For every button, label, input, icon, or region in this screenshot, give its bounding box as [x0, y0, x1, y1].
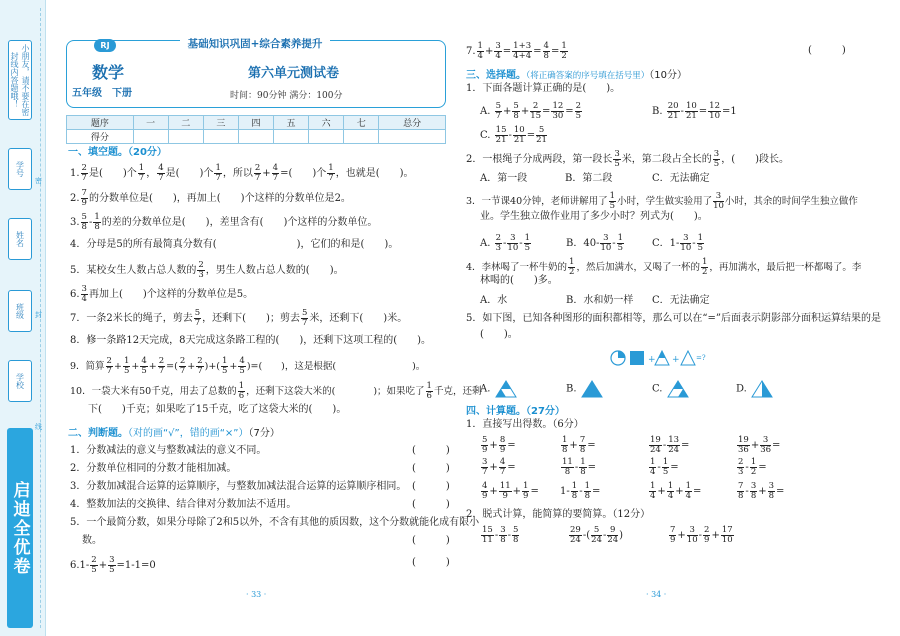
question-fill-1: 1. $\frac{2}{7}$ 是( )个 $\frac{1}{7}$ ， $\frac{4}{7}$ 是( )个 $\frac{1}{7}$ ，所以 $\frac{2}{7}$ + $\frac{4}{7}$ =( )个 $\frac{1}{7}$ ，也就是( )。	[70, 163, 414, 183]
field-class: 班级	[8, 290, 32, 332]
score-cell[interactable]	[309, 130, 344, 144]
score-cell[interactable]	[344, 130, 379, 144]
choice-5-option-c[interactable]: C.	[652, 380, 690, 398]
choice-3: 3．一节课40分钟，老师讲解用了 $\frac{1}{5}$ 小时，学生做实验用了 $\frac{3}{10}$ 小时，其余的时间学生独立做作	[466, 191, 858, 211]
fraction: $\frac{2}{3}$	[198, 260, 204, 280]
fraction: $\frac{5}{7}$	[495, 101, 502, 121]
fraction: $\frac{4}{7}$	[158, 163, 164, 183]
question-fill-7: 7．一条2米长的绳子，剪去 $\frac{5}{7}$ ，还剩下( )；剪去 $\frac{5}{7}$ 米，还剩下( )米。	[70, 308, 408, 328]
score-table-header	[67, 116, 446, 130]
calc-item: $\frac{5}{9}$ + $\frac{8}{9}$ =	[482, 435, 516, 455]
cell: 二	[168, 116, 203, 130]
fraction: $\frac{1}{2}$	[561, 41, 567, 61]
judge-2: 2．分数单位相同的分数才能相加减。	[70, 463, 237, 474]
fraction: $\frac{1}{8}$	[584, 481, 590, 501]
choice-4-option-c[interactable]: C．无法确定	[652, 295, 710, 306]
choice-5-cont: ( )。	[480, 329, 518, 340]
fraction: $\frac{29}{24}$	[570, 525, 581, 545]
fraction: $\frac{1}{5}$	[524, 233, 531, 253]
choice-5: 5．如下图，已知各种图形的面积都相等，那么可以在“=”后面表示阴影部分面积运算结果的是	[466, 313, 881, 324]
fraction: $\frac{5}{21}$	[536, 125, 547, 145]
judge-5-cont: 数。	[82, 535, 102, 546]
fraction: $\frac{3}{5}$	[713, 149, 720, 169]
judge-paren[interactable]: ( )	[412, 535, 450, 546]
judge-paren[interactable]: ( )	[412, 499, 450, 510]
triangle-shaded-d	[750, 380, 774, 398]
question-fill-4: 4．分母是5的所有最简真分数有( )，它们的和是( )。	[70, 239, 399, 250]
calc2-row	[480, 526, 820, 550]
fraction: $\frac{2}{7}$	[197, 356, 203, 376]
choice-2-option-a[interactable]: A．第一段	[480, 173, 528, 184]
svg-text:+: +	[648, 355, 656, 365]
fraction: $\frac{3}{8}$	[750, 481, 757, 501]
choice-1-option-b[interactable]: B. $\frac{20}{21}$ - $\frac{10}{21}$ = $\frac{12}{10}$ =1	[652, 101, 737, 121]
question-fill-5: 5．某校女生人数占总人数的 $\frac{2}{3}$ ，男生人数占总人数的( )。	[70, 260, 344, 280]
fraction: $\frac{1+3}{4+4}$	[513, 41, 532, 61]
fraction: $\frac{4}{5}$	[141, 356, 147, 376]
judge-5: 5．一个最简分数，如果分母除了2和5以外，不含有其他的质因数，这个分数就能化成有限小	[70, 517, 480, 528]
score-cell[interactable]	[203, 130, 238, 144]
fraction: $\frac{4}{9}$	[482, 481, 488, 501]
fraction: $\frac{1}{5}$	[617, 233, 624, 253]
calc-grid	[480, 436, 820, 506]
subject-title: 数学	[92, 63, 125, 82]
choice-5-option-a[interactable]: A.	[480, 380, 518, 398]
fraction: $\frac{5}{8}$	[513, 101, 519, 121]
choice-4-cont: 林喝的( )多。	[480, 275, 558, 286]
fraction: $\frac{12}{10}$	[709, 101, 720, 121]
fraction: $\frac{1}{2}$	[750, 457, 757, 477]
calc-item: $\frac{4}{9}$ + $\frac{11}{9}$ + $\frac{1}{9}$ =	[482, 481, 539, 501]
fraction: $\frac{1}{6}$	[238, 381, 245, 401]
judge-paren[interactable]: ( )	[808, 45, 846, 56]
question-fill-10: 10．一袋大米有50千克，用去了总数的 $\frac{1}{6}$ ，还剩下这袋大米的( )；如果吃了 $\frac{1}{6}$ 千克，还剩	[70, 381, 482, 401]
score-table-row	[67, 130, 446, 144]
fraction: $\frac{15}{11}$	[482, 525, 493, 545]
calc2-item: $\frac{15}{11}$ - $\frac{3}{8}$ - $\frac{5}{8}$	[482, 525, 519, 545]
cell: 题序	[67, 116, 134, 130]
fraction: $\frac{5}{8}$	[513, 525, 519, 545]
fraction: $\frac{1}{5}$	[697, 233, 704, 253]
fraction: $\frac{1}{8}$	[571, 481, 578, 501]
calc-item: $\frac{1}{8}$ + $\frac{7}{8}$ =	[562, 435, 596, 455]
calc-item: $\frac{3}{7}$ + $\frac{4}{7}$ =	[482, 457, 516, 477]
fraction: $\frac{1}{2}$	[569, 257, 575, 277]
score-cell[interactable]	[238, 130, 273, 144]
seal-mark: 线	[35, 423, 42, 431]
page-title: 第六单元测试卷	[248, 66, 340, 81]
fraction: $\frac{15}{21}$	[495, 125, 507, 145]
fraction: $\frac{5}{9}$	[482, 435, 488, 455]
score-cell[interactable]	[133, 130, 168, 144]
fraction: $\frac{7}{9}$	[670, 525, 676, 545]
section-fill: 一、填空题。（20分）	[68, 147, 167, 158]
fraction: $\frac{3}{8}$	[500, 525, 506, 545]
fraction: $\frac{2}{5}$	[91, 555, 97, 575]
fraction: $\frac{8}{9}$	[499, 435, 506, 455]
fraction: $\frac{3}{5}$	[109, 555, 115, 575]
fraction: $\frac{19}{36}$	[738, 435, 749, 455]
cell: 一	[133, 116, 168, 130]
field-name: 姓名	[8, 218, 32, 260]
cell: 得分	[67, 130, 134, 144]
section-judge: 二、判断题。（对的画“√”，错的画“×”）（7分）	[68, 428, 280, 439]
fraction: $\frac{19}{24}$	[650, 435, 661, 455]
fraction: $\frac{1}{8}$	[562, 435, 568, 455]
choice-4-option-a[interactable]: A．水	[480, 295, 508, 306]
fraction: $\frac{2}{15}$	[530, 101, 542, 121]
svg-text:=?: =?	[696, 354, 706, 362]
page-number-left: · 33 ·	[246, 590, 267, 599]
judge-paren[interactable]: ( )	[412, 445, 450, 456]
fraction: $\frac{17}{10}$	[721, 525, 733, 545]
fraction: $\frac{5}{8}$	[81, 212, 87, 232]
fraction: $\frac{1}{5}$	[609, 191, 616, 211]
edition-badge: RJ	[94, 39, 116, 52]
triangle-shaded-c	[666, 380, 690, 398]
fraction: $\frac{3}{10}$	[600, 233, 612, 253]
calc-item: $\frac{2}{3}$ - $\frac{1}{2}$ =	[738, 457, 767, 477]
calc-item: $\frac{1}{4}$ - $\frac{1}{5}$ =	[650, 457, 679, 477]
fraction: $\frac{1}{5}$	[222, 356, 228, 376]
choice-3-option-b[interactable]: B．40- $\frac{3}{10}$ - $\frac{1}{5}$	[566, 233, 624, 253]
score-cell[interactable]	[379, 130, 446, 144]
fraction: $\frac{1}{4}$	[650, 457, 656, 477]
choice-2-option-b[interactable]: B．第二段	[565, 173, 613, 184]
score-cell[interactable]	[274, 130, 309, 144]
notice-box: 小朋友，请不要在密封线内答题哦！	[8, 40, 32, 120]
fraction: $\frac{2}{7}$	[106, 356, 112, 376]
fraction: $\frac{5}{7}$	[194, 308, 201, 328]
fraction: $\frac{5}{24}$	[591, 525, 602, 545]
header-banner: 基础知识巩固+综合素养提升	[180, 36, 330, 50]
fraction: $\frac{4}{5}$	[239, 356, 245, 376]
fraction: $\frac{2}{7}$	[81, 163, 87, 183]
calc-item: $\frac{19}{24}$ - $\frac{13}{24}$ =	[650, 435, 690, 455]
judge-7: 7. $\frac{1}{4}$ + $\frac{3}{4}$ = $\frac{1+3}{4+4}$ = $\frac{4}{8}$ = $\frac{1}{2}$	[466, 41, 567, 61]
calc-item: $\frac{7}{8}$ - $\frac{3}{8}$ + $\frac{3}{8}$ =	[738, 481, 785, 501]
judge-3: 3．分数加减混合运算的运算顺序，与整数加减法混合运算的运算顺序相同。	[70, 481, 407, 492]
choice-4: 4．李林喝了一杯牛奶的 $\frac{1}{2}$ ，然后加满水，又喝了一杯的 $\frac{1}{2}$ ，再加满水，最后把一杯都喝了。李	[466, 257, 862, 277]
svg-text:+: +	[672, 355, 680, 365]
judge-4: 4．整数加法的交换律、结合律对分数加法不适用。	[70, 499, 297, 510]
choice-1-option-c[interactable]: C. $\frac{15}{21}$ - $\frac{10}{21}$ = $\frac{5}{21}$	[480, 125, 547, 145]
choice-2-option-c[interactable]: C．无法确定	[652, 173, 710, 184]
choice-4-option-b[interactable]: B．水和奶一样	[566, 295, 634, 306]
fraction: $\frac{1}{5}$	[662, 457, 669, 477]
fraction: $\frac{3}{7}$	[482, 457, 488, 477]
calc-item: $\frac{19}{36}$ + $\frac{3}{36}$ =	[738, 435, 781, 455]
brand-logo: 启迪全优卷	[7, 428, 33, 628]
fraction: $\frac{4}{7}$	[272, 163, 279, 183]
fraction: $\frac{3}{8}$	[768, 481, 775, 501]
calc-1: 1．直接写出得数。（6分）	[466, 419, 584, 430]
question-fill-8: 8．修一条路12天完成，8天完成这条路工程的( )，还剩下这项工程的( )。	[70, 335, 432, 346]
choice-1: 1．下面各题计算正确的是( )。	[466, 83, 621, 94]
calc2-item: $\frac{7}{9}$ + $\frac{3}{10}$ - $\frac{2}{9}$ + $\frac{17}{10}$	[670, 525, 733, 545]
fraction: $\frac{1}{6}$	[426, 381, 432, 401]
fraction: $\frac{5}{7}$	[301, 308, 308, 328]
fraction: $\frac{1}{7}$	[328, 163, 334, 183]
fraction: $\frac{1}{8}$	[94, 212, 100, 232]
cell: 四	[238, 116, 273, 130]
fraction: $\frac{2}{3}$	[738, 457, 744, 477]
choice-1-option-a[interactable]: A. $\frac{5}{7}$ + $\frac{5}{8}$ + $\frac{2}{15}$ = $\frac{12}{30}$ = $\frac{2}{5}$	[480, 101, 582, 121]
fraction: $\frac{7}{9}$	[81, 188, 87, 208]
cell: 总分	[379, 116, 446, 130]
choice-2: 2．一根绳子分成两段，第一段长 $\frac{3}{5}$ 米，第二段占全长的 $\frac{3}{5}$ ，( )段长。	[466, 149, 790, 169]
fraction: $\frac{2}{3}$	[495, 233, 502, 253]
calc2-item: $\frac{29}{24}$ -( $\frac{5}{24}$ - $\frac{9}{24}$ )	[570, 525, 624, 545]
judge-paren[interactable]: ( )	[412, 481, 450, 492]
field-school: 学校	[8, 360, 32, 402]
fraction: $\frac{3}{36}$	[760, 435, 772, 455]
question-fill-10-cont: 下( )千克；如果吃了15千克，吃了这袋大米的( )。	[88, 404, 347, 415]
cell: 三	[203, 116, 238, 130]
judge-paren[interactable]: ( )	[412, 557, 450, 568]
fraction: $\frac{1}{2}$	[701, 257, 708, 277]
fraction: $\frac{1}{7}$	[215, 163, 221, 183]
question-fill-6: 6. $\frac{3}{4}$ 再加上( )个这样的分数单位是5。	[70, 284, 254, 304]
cell: 七	[344, 116, 379, 130]
fraction: $\frac{1}{4}$	[685, 481, 692, 501]
choice-3-option-c[interactable]: C．1- $\frac{3}{10}$ - $\frac{1}{5}$	[652, 233, 704, 253]
fraction: $\frac{3}{10}$	[680, 233, 692, 253]
seal-mark: 封	[35, 311, 42, 319]
fraction: $\frac{4}{7}$	[499, 457, 506, 477]
question-fill-2: 2. $\frac{7}{9}$ 的分数单位是( )，再加上( )个这样的分数单位是2。	[70, 188, 351, 208]
fraction: $\frac{4}{8}$	[543, 41, 549, 61]
grade-label: 五年级 下册	[72, 88, 132, 99]
fraction: $\frac{1}{9}$	[523, 481, 529, 501]
choice-5-option-b[interactable]: B.	[566, 380, 604, 398]
cell: 五	[274, 116, 309, 130]
fraction: $\frac{2}{5}$	[575, 101, 582, 121]
question-fill-9: 9．简算 $\frac{2}{7}$ + $\frac{1}{5}$ + $\frac{4}{5}$ + $\frac{2}{7}$ =( $\frac{2}{7}$ + $\frac{2}{7}$ )+( $\frac{1}{5}$ + $\frac{4}{5}$ )=( )，这是根据( )。	[70, 356, 426, 376]
fraction: $\frac{3}{10}$	[507, 233, 519, 253]
fraction: $\frac{1}{4}$	[667, 481, 674, 501]
fraction: $\frac{1}{8}$	[580, 457, 586, 477]
calc-item: 1- $\frac{1}{8}$ - $\frac{1}{8}$ =	[560, 481, 601, 501]
choice-3-option-a[interactable]: A. $\frac{2}{3}$ - $\frac{3}{10}$ - $\frac{1}{5}$	[480, 233, 531, 253]
fraction: $\frac{1}{5}$	[123, 356, 130, 376]
fraction: $\frac{7}{8}$	[579, 435, 586, 455]
fraction: $\frac{1}{7}$	[138, 163, 145, 183]
score-table	[66, 115, 446, 144]
fraction: $\frac{10}{21}$	[513, 125, 525, 145]
fraction: $\frac{1}{4}$	[477, 41, 483, 61]
triangle-shaded-a	[494, 380, 518, 398]
fraction: $\frac{9}{24}$	[607, 525, 619, 545]
question-fill-3: 3. $\frac{5}{8}$ - $\frac{1}{8}$ 的差的分数单位是( )，差里含有( )个这样的分数单位。	[70, 212, 378, 232]
fraction: $\frac{2}{9}$	[704, 525, 710, 545]
choice-3-cont: 业。学生独立做作业用了多少小时？列式为( )。	[480, 211, 708, 222]
section-choice: 三、选择题。（将正确答案的序号填在括号里）（10分）	[466, 70, 687, 81]
cell: 六	[309, 116, 344, 130]
section-calc: 四、计算题。（27分）	[466, 406, 565, 417]
fraction: $\frac{7}{8}$	[738, 481, 744, 501]
fraction: $\frac{12}{30}$	[552, 101, 564, 121]
fraction: $\frac{3}{10}$	[686, 525, 698, 545]
field-student-id: 学号	[8, 148, 32, 190]
fraction: $\frac{11}{9}$	[499, 481, 511, 501]
fraction: $\frac{3}{4}$	[81, 284, 87, 304]
fraction: $\frac{13}{24}$	[668, 435, 680, 455]
calc-item: $\frac{1}{4}$ + $\frac{1}{4}$ + $\frac{1}{4}$ =	[650, 481, 702, 501]
score-cell[interactable]	[168, 130, 203, 144]
choice-5-option-d[interactable]: D.	[736, 380, 774, 398]
fraction: $\frac{2}{7}$	[179, 356, 186, 376]
fraction: $\frac{1}{4}$	[650, 481, 656, 501]
seal-mark: 密	[35, 177, 42, 185]
fraction: $\frac{20}{21}$	[667, 101, 679, 121]
time-score-line: 时间：90分钟 满分：100分	[230, 91, 343, 101]
calc-item: $\frac{11}{8}$ - $\frac{1}{8}$ =	[562, 457, 597, 477]
fraction: $\frac{11}{8}$	[562, 457, 573, 477]
judge-6: 6.1- $\frac{2}{5}$ + $\frac{3}{5}$ =1-1=0	[70, 555, 156, 575]
fraction: $\frac{3}{5}$	[614, 149, 620, 169]
page-number-right: · 34 ·	[646, 590, 667, 599]
fraction: $\frac{2}{7}$	[254, 163, 261, 183]
judge-1: 1．分数减法的意义与整数减法的意义不同。	[70, 445, 267, 456]
judge-paren[interactable]: ( )	[412, 463, 450, 474]
shapes-equation-diagram	[610, 348, 706, 368]
calc-2: 2．脱式计算，能简算的要简算。（12分）	[466, 509, 651, 520]
fraction: $\frac{10}{21}$	[685, 101, 697, 121]
triangle-shaded-b	[580, 380, 604, 398]
fraction: $\frac{2}{7}$	[158, 356, 165, 376]
fraction: $\frac{3}{4}$	[495, 41, 501, 61]
fraction: $\frac{3}{10}$	[713, 191, 724, 211]
